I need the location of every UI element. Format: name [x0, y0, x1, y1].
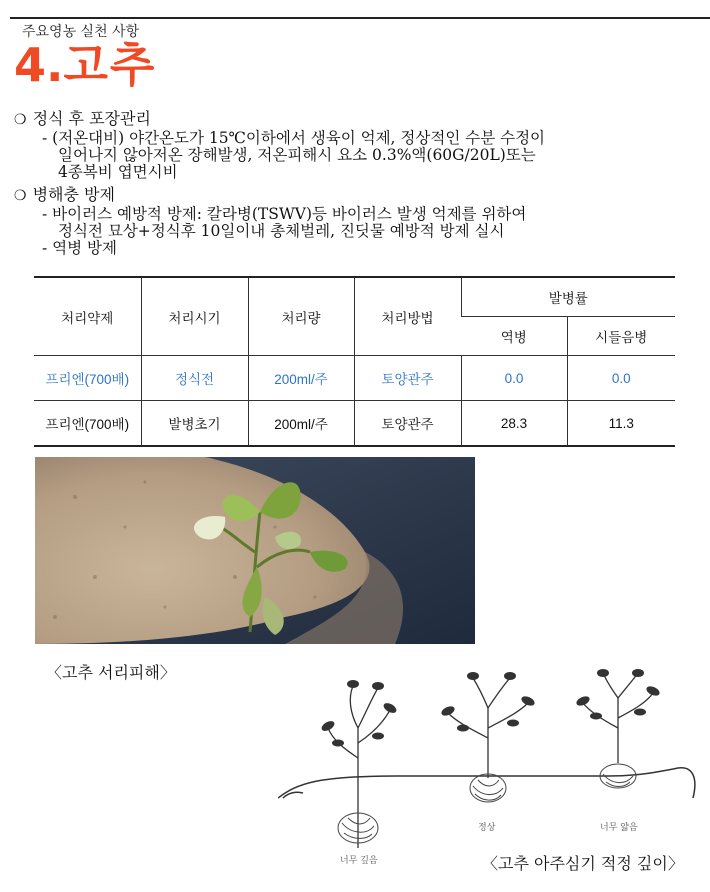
table-cell: 발병초기	[141, 401, 248, 447]
title-number: 4.	[14, 38, 64, 92]
section-label: 주요영농 실천 사항	[22, 24, 140, 40]
circle-bullet-icon: ❍	[14, 188, 27, 204]
table-cell: 토양관주	[354, 356, 461, 401]
header-cell: 처리방법	[354, 277, 461, 356]
diagram-label-too-deep: 너무 깊음	[340, 856, 378, 866]
table-row	[34, 401, 675, 447]
table-cell: 정식전	[141, 356, 248, 401]
heading-text: 병해충 방제	[32, 185, 115, 204]
subheader-cell: 역병	[461, 317, 567, 356]
diagram-label-too-shallow: 너무 얇음	[600, 823, 638, 833]
table-cell: 0.0	[567, 356, 675, 401]
table-cell: 프리엔(700배)	[34, 356, 141, 401]
para-line: 일어나지 않아저온 장해발생, 저온피해시 요소 0.3%액(60G/20L)또는	[58, 146, 536, 164]
page-title	[14, 38, 157, 92]
header-cell: 처리시기	[141, 277, 248, 356]
diagram-caption: 〈고추 아주심기 적정 깊이〉	[482, 854, 684, 873]
photo-caption: 〈고추 서리피해〉	[46, 663, 176, 682]
treatment-results-table	[34, 276, 675, 447]
planting-depth-diagram	[278, 668, 708, 868]
para-line: - 역병 방제	[42, 239, 117, 257]
section-heading-pest-control	[14, 186, 115, 205]
title-text: 고추	[63, 38, 157, 92]
table-cell: 0.0	[461, 356, 567, 401]
para-line: 4종복비 엽면시비	[58, 163, 178, 181]
subheader-cell: 시들음병	[567, 317, 675, 356]
table-cell: 28.3	[461, 401, 567, 447]
header-cell: 처리약제	[34, 277, 141, 356]
circle-bullet-icon: ❍	[14, 112, 27, 128]
header-cell: 발병률	[461, 277, 675, 317]
planting-depth-illustration	[278, 668, 708, 868]
table-cell: 200ml/주	[248, 401, 354, 447]
para-line: 정식전 묘상+정식후 10일이내 총체벌레, 진딧물 예방적 방제 실시	[58, 222, 505, 240]
top-rule	[10, 17, 710, 19]
table-header-row	[34, 277, 675, 317]
table-cell: 200ml/주	[248, 356, 354, 401]
para-line: - 바이러스 예방적 방제: 칼라병(TSWV)등 바이러스 발생 억제를 위하여	[42, 205, 527, 223]
table-cell: 프리엔(700배)	[34, 401, 141, 447]
paragraph-low-temp	[42, 130, 545, 181]
frost-damage-photo	[35, 457, 475, 644]
paragraph-virus	[42, 206, 526, 257]
para-line: - (저온대비) 야간온도가 15℃이하에서 생육이 억제, 정상적인 수분 수정이	[42, 129, 546, 147]
diagram-label-normal: 정상	[478, 823, 496, 833]
table-cell: 토양관주	[354, 401, 461, 447]
heading-text: 정식 후 포장관리	[32, 109, 151, 128]
header-cell: 처리량	[248, 277, 354, 356]
frost-damage-illustration	[35, 457, 475, 644]
table-row	[34, 356, 675, 401]
table-cell: 11.3	[567, 401, 675, 447]
section-heading-field-management	[14, 110, 151, 129]
